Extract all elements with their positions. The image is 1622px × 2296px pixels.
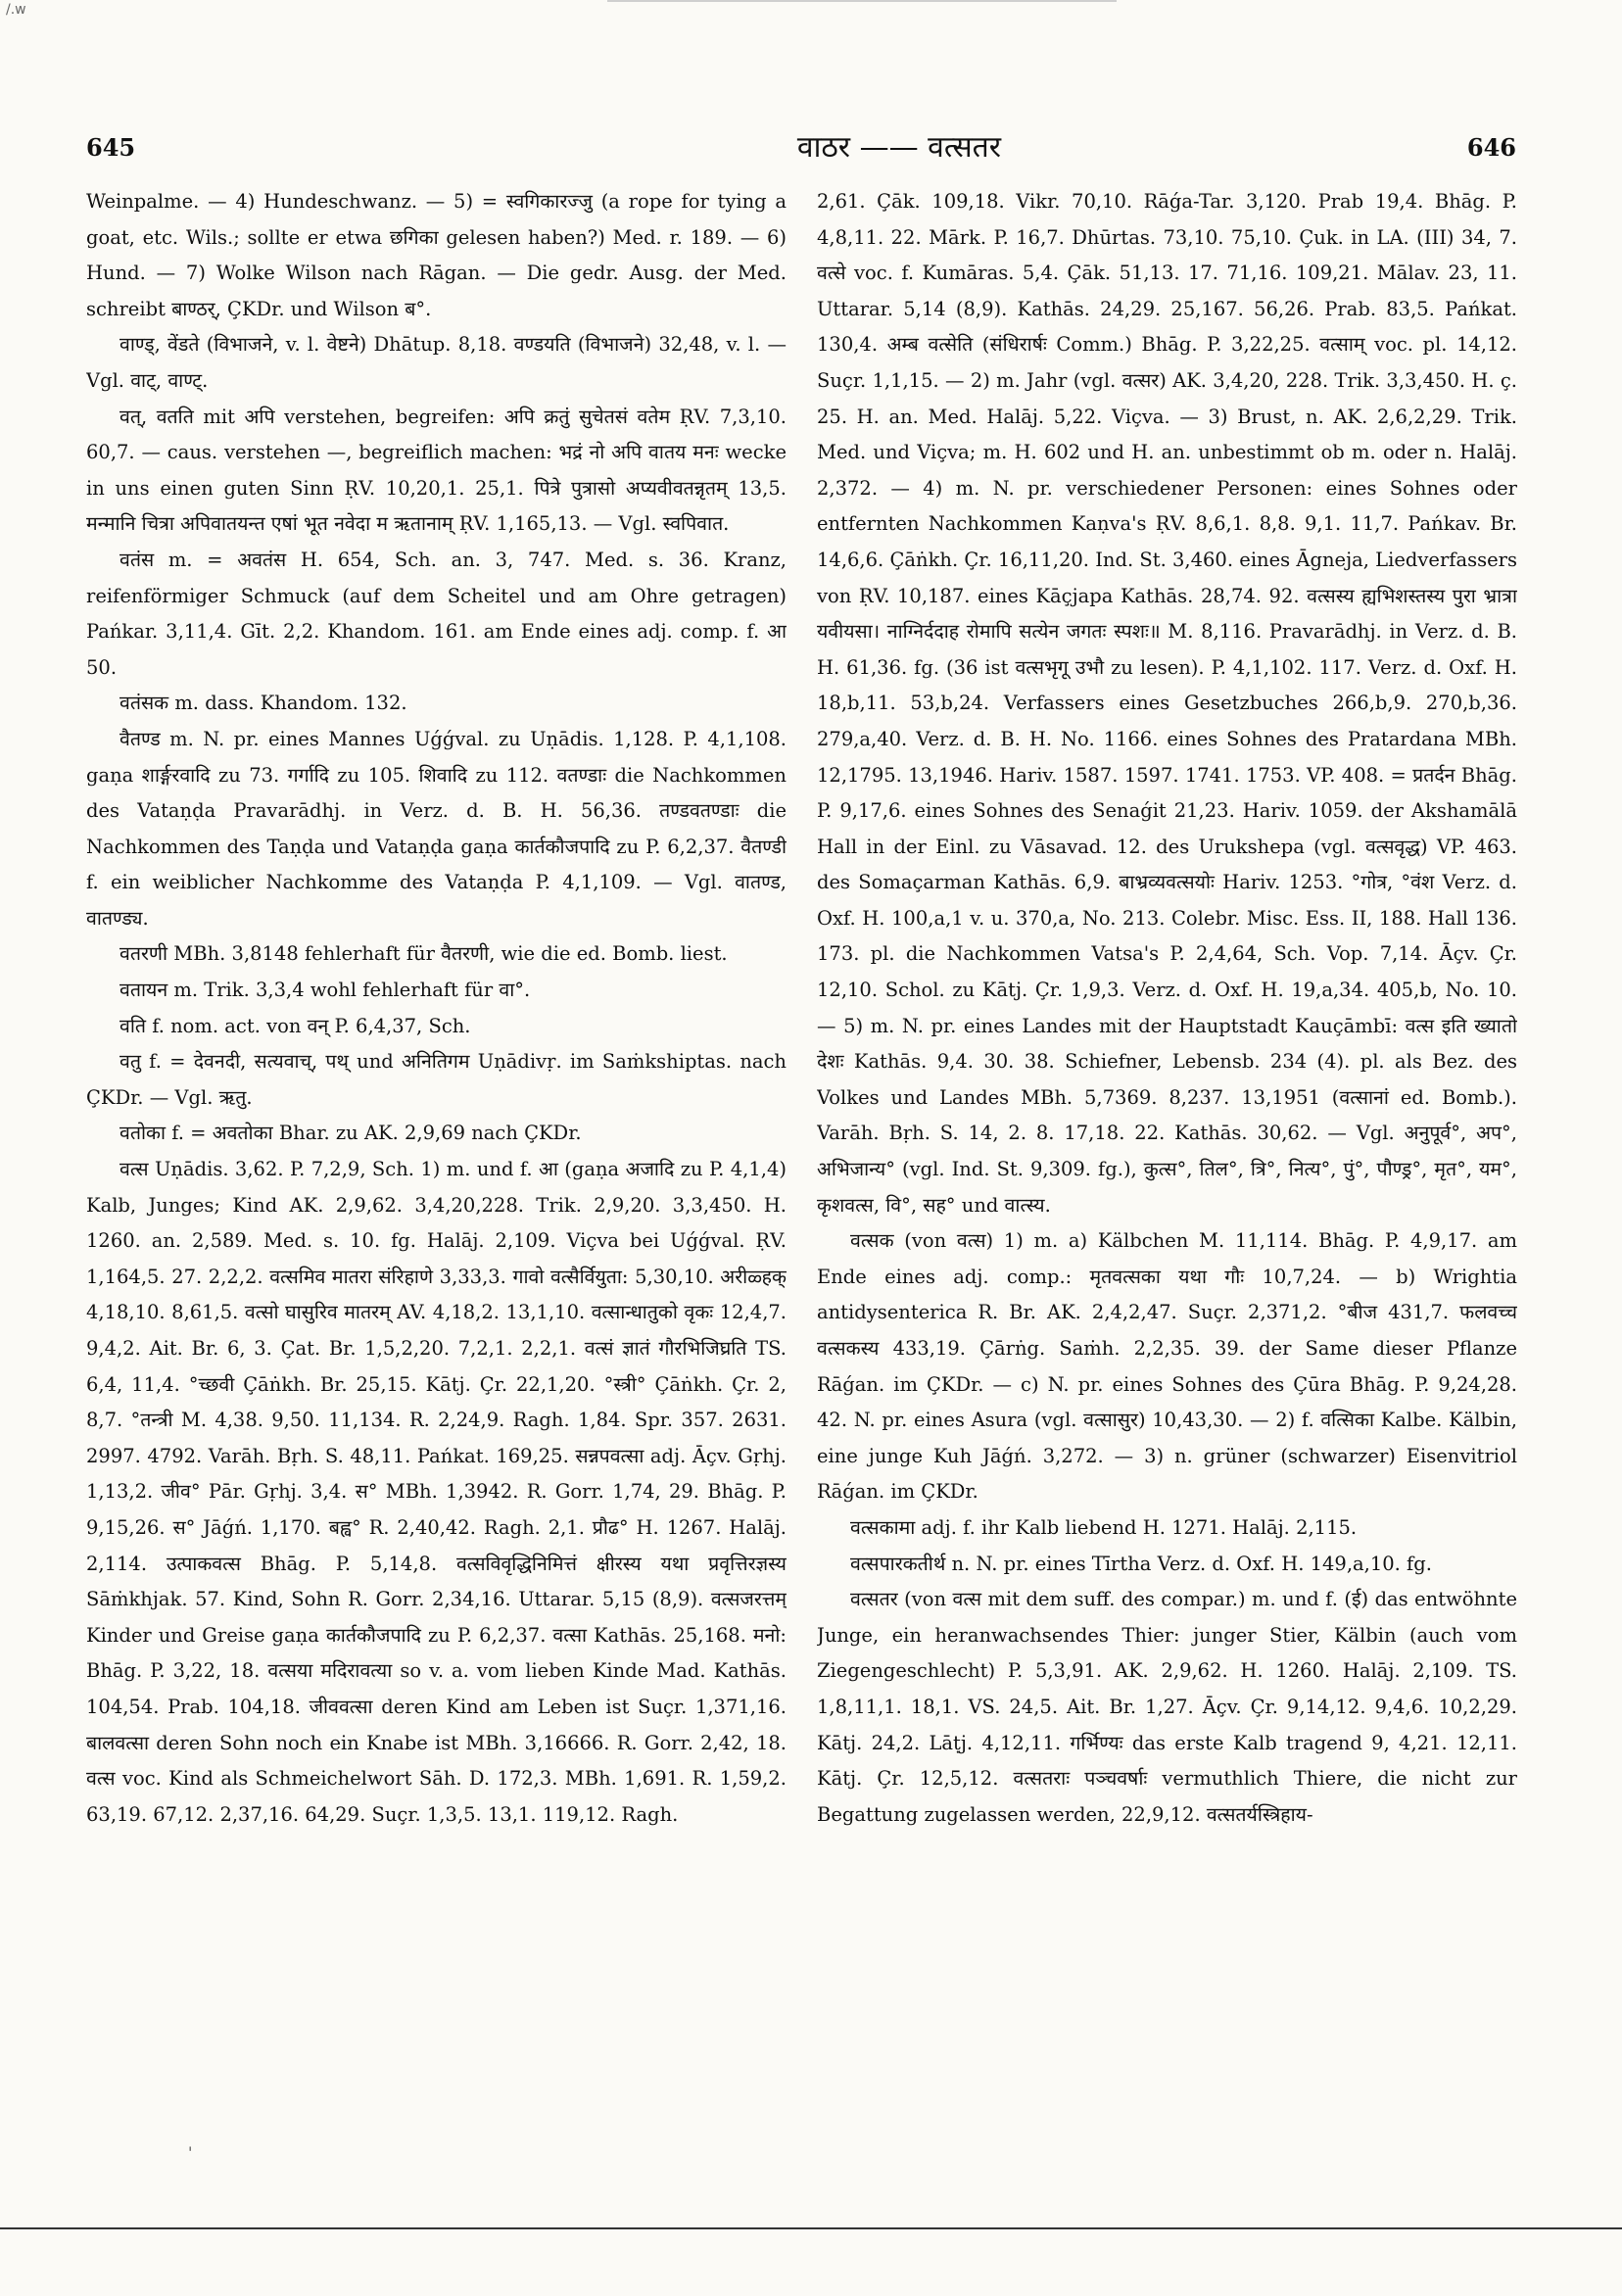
entry-vatayana: वतायन m. Trik. 3,3,4 wohl fehlerhaft für वा°.: [119, 979, 531, 1002]
running-title: वाठर —— वत्सतर: [796, 130, 1002, 165]
page-number-left: 645: [86, 133, 136, 162]
right-column: [817, 184, 1517, 2084]
bottom-scan-rule: [0, 2227, 1622, 2229]
top-scan-rule: [607, 0, 1117, 2]
page-header: [86, 125, 1516, 174]
entry-vati: वति f. nom. act. von वन् P. 6,4,37, Sch.: [119, 1014, 471, 1037]
left-column: [86, 184, 787, 2084]
footer-mark: ': [188, 2143, 193, 2162]
entry-vatsaparakatirtha: वत्सपारकतीर्थ n. N. pr. eines Tīrtha Verz. d. Oxf. H. 149,a,10. fg.: [850, 1552, 1432, 1575]
right-continuation: 2,61. Çāk. 109,18. Vikr. 70,10. Rāǵa-Tar. 3,120. Prab 19,4. Bhāg. P. 4,8,11. 22. Mārk. P. 16,7. Dhūrtas. 73,10. 75,10. Çuk. in LA. (III) 34, 7. वत्से voc. f. Kumāras. 5,4. Çāk. 51,13. 17. 71,16. 109,21. Mālav. 23, 11. Uttarar. 5,14 (8,9). Kathās. 24,29. 25,167. 56,26. Prab. 83,5. Pańkat. 130,4. अम्ब वत्सेति (संधिरार्षः Comm.) Bhāg. P. 3,22,25. वत्साम् voc. pl. 14,12. Suçr. 1,1,15. — 2) m. Jahr (vgl. वत्सर) AK. 3,4,20, 228. Trik. 3,3,450. H. ç. 25. H. an. Med. Halāj. 5,22. Viçva. — 3) Brust, n. AK. 2,6,2,29. Trik. Med. und Viçva; m. H. 602 und H. an. unbestimmt ob m. oder n. Halāj. 2,372. — 4) m. N. pr. verschiedener Personen: eines Sohnes oder entfernten Nachkommen Kaṇva's ṚV. 8,6,1. 8,8. 9,1. 11,7. Pańkav. Br. 14,6,6. Çāṅkh. Çr. 16,11,20. Ind. St. 3,460. eines Āgneja, Liedverfassers von ṚV. 10,187. eines Kāçjapa Kathās. 28,74. 92. वत्सस्य ह्यभिशस्तस्य पुरा भ्रात्रा यवीयसा। नाग्निर्ददाह रोमापि सत्येन जगतः स्पशः॥ M. 8,116. Pravarādhj. in Verz. d. B. H. 61,36. fg. (36 ist वत्सभृगू उभौ zu lesen). P. 4,1,102. 117. Verz. d. Oxf. H. 18,b,11. 53,b,24. Verfassers eines Gesetzbuches 266,b,9. 270,b,36. 279,a,40. Verz. d. B. H. No. 1166. eines Sohnes des Pratardana MBh. 12,1795. 13,1946. Hariv. 1587. 1597. 1741. 1753. VP. 408. = प्रतर्दन Bhāg. P. 9,17,6. eines Sohnes des Senaǵit 21,23. Hariv. 1059. der Akshamālā Hall in der Einl. zu Vāsavad. 12. des Urukshepa (vgl. वत्सवृद्ध) VP. 463. des Somaçarman Kathās. 6,9. बाभ्रव्यवत्सयोः Hariv. 1253. °गोत्र, °वंश Verz. d. Oxf. H. 100,a,1 v. u. 370,a, No. 213. Colebr. Misc. Ess. II, 188. Hall 136. 173. pl. die Nachkommen Vatsa's P. 2,4,64, Sch. Vop. 7,14. Āçv. Çr. 12,10. Schol. zu Kātj. Çr. 1,9,3. Verz. d. Oxf. H. 19,a,34. 405,b, No. 10. — 5) m. N. pr. eines Landes mit der Hauptstadt Kauçāmbī: वत्स इति ख्यातो देशः Kathās. 9,4. 30. 38. Schiefner, Lebensb. 234 (4). pl. als Bez. des Volkes und Landes MBh. 5,7369. 8,237. 13,1951 (वत्सानां ed. Bomb.). Varāh. Bṛh. S. 14, 2. 8. 17,18. 22. Kathās. 30,62. — Vgl. अनुपूर्व°, अप°, अभिजान्य° (vgl. Ind. St. 9,309. fg.), कुत्स°, तिल°, त्रि°, नित्य°, पुं°, पौण्ड्र°, मृत°, यम°, कृशवत्स, वि°, सह° und वात्स्य.: [817, 190, 1517, 1217]
entry-vatsatara: वत्सतर (von वत्स mit dem suff. des compar.) m. und f. (ई) das entwöhnte Junge, ein heranwachsendes Thier: junger Stier, Kälbin (auch vom Ziegengeschlecht) P. 5,3,91. AK. 2,9,62. H. 1260. Halāj. 2,109. TS. 1,8,11,1. 18,1. VS. 24,5. Ait. Br. 1,27. Āçv. Çr. 9,14,12. 9,4,6. 10,2,29. Kātj. 24,2. Lāṭj. 4,12,11. गर्भिण्यः das erste Kalb tragend 9, 4,21. 12,11. Kātj. Çr. 12,5,12. वत्सतराः पञ्चवर्षाः vermuthlich Thiere, die nicht zur Begattung zugelassen werden, 22,9,12. वत्सतर्यस्त्रिहाय-: [817, 1588, 1517, 1826]
entry-vatu: वतु f. = देवनदी, सत्यवाच्, पथ् und अनितिगम Uṇādivṛ. im Saṁkshiptas. nach ÇKDr. — Vgl. ऋतु.: [86, 1050, 787, 1109]
entry-vatamsa: वतंस m. = अवतंस H. 654, Sch. an. 3, 747. Med. s. 36. Kranz, reifenförmiger Schmuck (auf dem Scheitel und am Ohre getragen) Pańkar. 3,11,4. Gīt. 2,2. Khandom. 161. am Ende eines adj. comp. f. आ 50.: [86, 548, 787, 679]
entry-vatsa: वत्स Uṇādis. 3,62. P. 7,2,9, Sch. 1) m. und f. आ (gaṇa अजादि zu P. 4,1,4) Kalb, Junges; Kind AK. 2,9,62. 3,4,20,228. Trik. 2,9,20. 3,3,450. H. 1260. an. 2,589. Med. s. 10. fg. Halāj. 2,109. Viçva bei Uǵǵval. ṚV. 1,164,5. 27. 2,2,2. वत्समिव मातरा संरिहाणे 3,33,3. गावो वत्सैर्वियुता: 5,30,10. अरीळ्हक् 4,18,10. 8,61,5. वत्सो घासुरिव मातरम् AV. 4,18,2. 13,1,10. वत्सान्धातुको वृकः 12,4,7. 9,4,2. Ait. Br. 6, 3. Çat. Br. 1,5,2,20. 7,2,1. 2,2,1. वत्सं ज्ञातं गौरभिजिघ्रति TS. 6,4, 11,4. °च्छवी Çāṅkh. Br. 25,15. Kātj. Çr. 22,1,20. °स्त्री° Çāṅkh. Çr. 2, 8,7. °तन्त्री M. 4,38. 9,50. 11,134. R. 2,24,9. Ragh. 1,84. Spr. 357. 2631. 2997. 4792. Varāh. Bṛh. S. 48,11. Pańkat. 169,25. सन्नपवत्सा adj. Āçv. Gṛhj. 1,13,2. जीव° Pār. Gṛhj. 3,4. स° MBh. 1,3942. R. Gorr. 1,74, 29. Bhāg. P. 9,15,26. स° Jāǵń. 1,170. बह्व° R. 2,40,42. Ragh. 2,1. प्रौढ° H. 1267. Halāj. 2,114. उत्पाकवत्स Bhāg. P. 5,14,8. वत्सविवृद्धिनिमित्तं क्षीरस्य यथा प्रवृत्तिरज्ञस्य Sāṁkhjak. 57. Kind, Sohn R. Gorr. 2,34,16. Uttarar. 5,15 (8,9). वत्सजरत्तम् Kinder und Greise gaṇa कार्तकौजपादि zu P. 6,2,37. वत्सा Kathās. 25,168. मनो: Bhāg. P. 3,22, 18. वत्सया मदिरावत्या so v. a. vom lieben Kinde Mad. Kathās. 104,54. Prab. 104,18. जीववत्सा deren Kind am Leben ist Suçr. 1,371,16. बालवत्सा deren Sohn noch ein Knabe ist MBh. 3,16666. R. Gorr. 2,42, 18. वत्स voc. Kind als Schmeichelwort Sāh. D. 172,3. MBh. 1,691. R. 1,59,2. 63,19. 67,12. 2,37,16. 64,29. Suçr. 1,3,5. 13,1. 119,12. Ragh.: [86, 1158, 787, 1826]
entry-vand: वाण्ड्, वेंडते (विभाजने, v. l. वेष्टने) Dhātup. 8,18. वण्डयति (विभाजने) 32,48, v. l. — Vgl. वाट्, वाण्ट्.: [86, 333, 787, 392]
entry-vatsaka: वत्सक (von वत्स) 1) m. a) Kälbchen M. 11,114. Bhāg. P. 4,9,17. am Ende eines adj. comp.: मृतवत्सका यथा गौः 10,7,24. — b) Wrightia antidysenterica R. Br. AK. 2,4,2,47. Suçr. 2,371,2. °बीज 431,7. फलवच्च वत्सकस्य 433,19. Çārṅg. Saṁh. 2,2,35. 39. der Same dieser Pflanze Rāǵan. im ÇKDr. — c) N. pr. eines Sohnes des Çūra Bhāg. P. 9,24,28. 42. N. pr. eines Asura (vgl. वत्सासुर) 10,43,30. — 2) f. वत्सिका Kalbe. Kälbin, eine junge Kuh Jāǵń. 3,272. — 3) n. grüner (schwarzer) Eisenvitriol Rāǵan. im ÇKDr.: [817, 1229, 1517, 1504]
entry-vatoka: वतोका f. = अवतोका Bhar. zu AK. 2,9,69 nach ÇKDr.: [119, 1122, 582, 1145]
left-continuation: Weinpalme. — 4) Hundeschwanz. — 5) = स्वगिकारज्जु (a rope for tying a goat, etc. Wils.; sollte er etwa छगिका gelesen haben?) Med. r. 189. — 6) Hund. — 7) Wolke Wilson nach Rāgan. — Die gedr. Ausg. der Med. schreibt बाण्ठर्, ÇKDr. und Wilson ब°.: [86, 190, 787, 320]
entry-vatamsaka: वतंसक m. dass. Khandom. 132.: [119, 692, 407, 715]
entry-vatsakama: वत्सकामा adj. f. ihr Kalb liebend H. 1271. Halāj. 2,115.: [850, 1515, 1358, 1539]
entry-vatarani: वतरणी MBh. 3,8148 fehlerhaft für वैतरणी, wie die ed. Bomb. liest.: [119, 942, 728, 966]
entry-vat: वत्, वतति mit अपि verstehen, begreifen: अपि क्रतुं सुचेतसं वतेम ṚV. 7,3,10. 60,7. — caus. verstehen —, begreiflich machen: भद्रं नो अपि वातय मनः wecke in uns einen guten Sinn ṚV. 10,20,1. 25,1. पित्रे पुत्रासो अप्यवीवतन्नृतम् 13,5. मन्मानि चित्रा अपिवातयन्त एषां भूत नवेदा म ऋतानाम् ṚV. 1,165,13. — Vgl. स्वपिवात.: [86, 405, 787, 536]
entry-vatanda: वैतण्ड m. N. pr. eines Mannes Uǵǵval. zu Uṇādis. 1,128. P. 4,1,108. gaṇa शार्ङ्गरवादि zu 73. गर्गादि zu 105. शिवादि zu 112. वतण्डाः die Nachkommen des Vataṇḍa Pravarādhj. in Verz. d. B. H. 56,36. तण्डवतण्डाः die Nachkommen des Taṇḍa und Vataṇḍa gaṇa कार्तकौजपादि zu P. 6,2,37. वैतण्डी f. ein weiblicher Nachkomme des Vataṇḍa P. 4,1,109. — Vgl. वातण्ड, वातण्ड्य.: [86, 727, 787, 930]
page-number-right: 646: [1466, 133, 1516, 162]
scan-mark: /.w: [6, 2, 26, 18]
